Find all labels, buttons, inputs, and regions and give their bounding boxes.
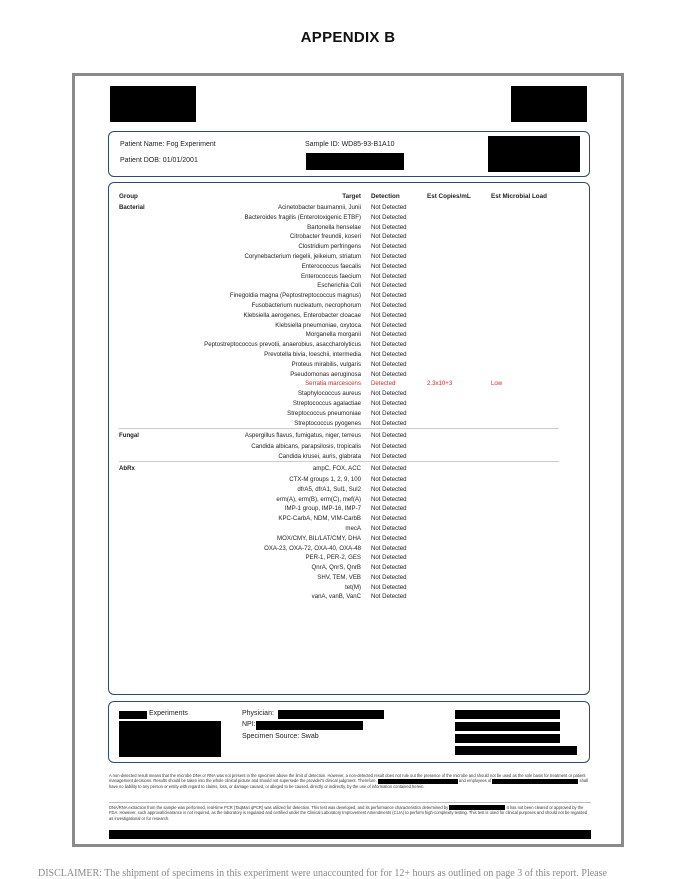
copies-cell (427, 262, 491, 272)
group-cell (119, 553, 163, 563)
detection-cell: Not Detected (371, 495, 407, 503)
table-row (119, 583, 559, 593)
group-cell (119, 544, 163, 554)
copies-cell (427, 291, 491, 301)
detection-cell: Not Detected (371, 301, 407, 309)
detection-cell: Detected (371, 380, 396, 388)
load-cell (491, 389, 559, 399)
copies-cell (427, 272, 491, 282)
copies-cell (427, 321, 491, 331)
target-cell: Candida krusei, auris, glabrata (278, 452, 361, 460)
load-cell (491, 370, 559, 380)
group-cell (119, 301, 163, 311)
group-cell: Bacterial (119, 204, 145, 211)
load-cell (491, 504, 559, 514)
group-cell (119, 242, 163, 252)
load-cell (491, 232, 559, 242)
load-cell (491, 514, 559, 524)
redacted-lab-line-1 (455, 710, 560, 719)
group-cell (119, 252, 163, 262)
copies-cell (427, 495, 491, 505)
copies-cell (427, 514, 491, 524)
group-cell (119, 583, 163, 593)
target-cell: Pseudomonas aeruginosa (290, 370, 361, 378)
load-cell (491, 301, 559, 311)
group-cell (119, 399, 163, 409)
copies-cell (427, 223, 491, 233)
load-cell (491, 340, 559, 350)
target-cell: Staphylococcus aureus (297, 390, 361, 398)
group-cell (119, 321, 163, 331)
detection-cell: Not Detected (371, 583, 407, 591)
group-cell (119, 563, 163, 573)
table-row (119, 504, 559, 514)
copies-cell (427, 504, 491, 514)
target-cell: MOX/CMY, BIL/LAT/CMY, DHA (277, 534, 361, 542)
table-row (119, 485, 559, 495)
group-cell (119, 592, 163, 602)
table-row (119, 203, 559, 213)
table-row (119, 379, 559, 389)
copies-cell (427, 213, 491, 223)
copies-cell (427, 544, 491, 554)
table-row (119, 223, 559, 233)
target-cell: ampC, FOX, ACC (163, 462, 371, 475)
table-row (119, 495, 559, 505)
group-cell (119, 360, 163, 370)
detection-cell: Not Detected (371, 252, 407, 260)
redacted-lab-line-3 (455, 734, 560, 743)
detection-cell: Not Detected (371, 462, 427, 475)
target-cell: Citrobacter freundii, koseri (289, 233, 361, 241)
target-cell: Prevotella bivia, loeschii, intermedia (264, 350, 361, 358)
target-cell: OXA-23, OXA-72, OXA-40, OXA-48 (264, 544, 361, 552)
target-cell: Morganella morganii (305, 331, 361, 339)
load-cell (491, 409, 559, 419)
detection-cell: Not Detected (371, 593, 407, 601)
target-cell: mecA (345, 524, 361, 532)
group-cell (119, 350, 163, 360)
copies-cell (427, 409, 491, 419)
table-row (119, 350, 559, 360)
table-row (119, 534, 559, 544)
target-cell: erm(A), erm(B), erm(C), mef(A) (276, 495, 361, 503)
group-cell (119, 389, 163, 399)
group-cell (119, 213, 163, 223)
load-cell (491, 203, 559, 213)
load-cell (491, 452, 559, 462)
target-cell: KPC-CarbA, NDM, VIM-CarbB (278, 515, 361, 523)
header-load: Est Microbial Load (491, 193, 547, 201)
group-cell: Fungal (119, 429, 163, 442)
copies-cell (427, 583, 491, 593)
target-cell: Serratia marcescens (305, 380, 361, 388)
copies-cell (427, 524, 491, 534)
load-cell (491, 573, 559, 583)
group-cell (119, 232, 163, 242)
copies-cell (427, 242, 491, 252)
table-row (119, 544, 559, 554)
redacted-field (306, 153, 404, 170)
table-row (119, 573, 559, 583)
redacted-barcode (488, 136, 580, 172)
detection-cell: Not Detected (371, 213, 407, 221)
table-row (119, 262, 559, 272)
report-page (72, 73, 624, 847)
copies-cell (427, 485, 491, 495)
table-row (119, 360, 559, 370)
provider-box (108, 701, 590, 763)
target-cell: dfrA5, dfrA1, Sul1, Sul2 (297, 485, 361, 493)
footnote-liability-c: shall have no liability to any person or entity with regard to claims, loss, or damage caused, or alleged to be caused, directly or indirectly, by the use of information contained herein. (109, 778, 588, 789)
table-row (119, 452, 559, 462)
group-cell (119, 340, 163, 350)
load-cell (491, 252, 559, 262)
page-title: APPENDIX B (300, 29, 396, 46)
load-cell (491, 544, 559, 554)
redacted-logo-right (511, 86, 587, 122)
detection-cell: Not Detected (371, 544, 407, 552)
target-cell: PER-1, PER-2, GES (305, 554, 361, 562)
results-header-row (119, 191, 559, 203)
copies-cell (427, 419, 491, 429)
load-cell (491, 524, 559, 534)
table-row (119, 321, 559, 331)
load-cell (491, 583, 559, 593)
group-cell (119, 495, 163, 505)
redacted-address (119, 721, 221, 757)
copies-cell (427, 429, 491, 442)
patient-dob: Patient DOB: 01/01/2001 (120, 157, 198, 164)
detection-cell: Not Detected (371, 350, 407, 358)
detection-cell: Not Detected (371, 485, 407, 493)
target-cell: Fusobacterium nucleatum, necrophorum (251, 301, 361, 309)
load-cell (491, 442, 559, 452)
footnote-divider (109, 802, 591, 803)
group-cell (119, 419, 163, 429)
detection-cell: Not Detected (371, 505, 407, 513)
detection-cell: Not Detected (371, 534, 407, 542)
table-row (119, 442, 559, 452)
detection-cell: Not Detected (371, 475, 407, 483)
table-row (119, 462, 559, 475)
load-cell (491, 291, 559, 301)
copies-cell (427, 553, 491, 563)
target-cell: IMP-1 group, IMP-16, IMP-7 (284, 505, 361, 513)
copies-cell (427, 462, 491, 475)
table-row (119, 252, 559, 262)
target-cell: Finegoldia magna (Peptostreptococcus magnus) (229, 292, 361, 300)
target-cell: Proteus mirabilis, vulgaris (291, 360, 361, 368)
group-cell (119, 223, 163, 233)
copies-cell (427, 281, 491, 291)
target-cell: Aspergillus flavus, fumigatus, niger, terreus (163, 429, 371, 442)
detection-cell: Not Detected (371, 292, 407, 300)
copies-cell (427, 563, 491, 573)
load-cell (491, 281, 559, 291)
table-row (119, 399, 559, 409)
table-row (119, 409, 559, 419)
table-row (119, 330, 559, 340)
target-cell: Streptococcus pyogenes (294, 419, 361, 427)
table-row (119, 514, 559, 524)
copies-cell (427, 252, 491, 262)
target-cell: Candida albicans, parapsilosis, tropicalis (251, 442, 361, 450)
load-cell (491, 242, 559, 252)
copies-cell (427, 370, 491, 380)
disclaimer: DISCLAIMER: The shipment of specimens in this experiment were unaccounted for for 12+ hours as outlined on page 3 of this report. Please (38, 868, 607, 879)
sample-id: Sample ID: WD85-93-B1A10 (305, 141, 395, 148)
target-cell: Streptococcus pneumoniae (287, 409, 361, 417)
load-cell (491, 330, 559, 340)
group-cell (119, 514, 163, 524)
load-cell (491, 360, 559, 370)
target-cell: Escherichia Coli (317, 282, 361, 290)
load-cell (491, 429, 559, 442)
load-cell (491, 262, 559, 272)
footnote-method-a: DNA/RNA extraction from the sample was performed, real-time PCR (TaqMan qPCR) was utilized for detection. This test was developed, and its performance characteristics determined by (109, 805, 449, 810)
group-cell (119, 281, 163, 291)
detection-cell: Not Detected (371, 524, 407, 532)
load-cell (491, 462, 559, 475)
physician-label: Physician: (242, 710, 274, 717)
footnote-method-b: It has not been cleared or approved by the FDA. However, such approval/clearance is not required, as the laboratory is regulated and certified under the Clinical Laboratory Improvement Amendments (CLIA) to perform high-complexity testing. This test is used for clinical purposes and should not be regarded as investigational or for research. (109, 805, 588, 821)
copies-cell (427, 203, 491, 213)
header-copies: Est Copies/mL (427, 193, 471, 201)
detection-cell: Not Detected (371, 360, 407, 368)
target-cell: Peptostreptococcus prevotii, anaerobius, asaccharolyticus (204, 341, 361, 349)
target-cell: Klebsiella pneumoniae, oxytoca (275, 321, 361, 329)
redacted-physician (278, 710, 384, 719)
header-group: Group (119, 193, 138, 201)
detection-cell: Not Detected (371, 554, 407, 562)
load-cell (491, 553, 559, 563)
copies-cell (427, 232, 491, 242)
target-cell: Enterococcus faecium (301, 272, 361, 280)
target-cell: vanA, vanB, VanC (311, 593, 361, 601)
copies-cell (427, 340, 491, 350)
table-row (119, 232, 559, 242)
table-row (119, 340, 559, 350)
table-row (119, 213, 559, 223)
load-cell (491, 485, 559, 495)
detection-cell: Not Detected (371, 390, 407, 398)
table-row (119, 553, 559, 563)
load-cell (491, 321, 559, 331)
load-cell (491, 213, 559, 223)
table-row (119, 419, 559, 429)
target-cell: Corynebacterium riegelii, jeikeium, striatum (244, 252, 361, 260)
load-cell (491, 475, 559, 485)
copies-cell (427, 452, 491, 462)
detection-cell: Not Detected (371, 564, 407, 572)
detection-cell: Not Detected (371, 331, 407, 339)
target-cell: tet(M) (345, 583, 361, 591)
detection-cell: Not Detected (371, 311, 407, 319)
detection-cell: Not Detected (371, 223, 407, 231)
detection-cell: Not Detected (371, 429, 427, 442)
org-name: Experiments (149, 710, 188, 717)
results-box (108, 182, 590, 695)
copies-cell (427, 330, 491, 340)
detection-cell: Not Detected (371, 409, 407, 417)
copies-cell (427, 475, 491, 485)
footnote-method (109, 805, 589, 821)
table-row (119, 389, 559, 399)
group-cell: AbRx (119, 462, 163, 475)
table-row (119, 281, 559, 291)
target-cell: CTX-M groups 1, 2, 9, 100 (289, 475, 361, 483)
group-cell (119, 485, 163, 495)
table-row (119, 301, 559, 311)
detection-cell: Not Detected (371, 419, 407, 427)
table-row (119, 311, 559, 321)
redacted-inline (492, 779, 578, 784)
copies-cell (427, 301, 491, 311)
group-cell (119, 573, 163, 583)
detection-cell: Not Detected (371, 204, 407, 211)
load-cell (491, 495, 559, 505)
detection-cell: Not Detected (371, 452, 407, 460)
load-cell (491, 223, 559, 233)
detection-cell: Not Detected (371, 370, 407, 378)
copies-cell (427, 534, 491, 544)
header-detection: Detection (371, 193, 400, 201)
detection-cell: Not Detected (371, 515, 407, 523)
copies-cell (427, 399, 491, 409)
detection-cell: Not Detected (371, 262, 407, 270)
table-row (119, 524, 559, 534)
target-cell: Enterococcus faecalis (301, 262, 361, 270)
table-row (119, 592, 559, 602)
redacted-lab-line-2 (455, 722, 560, 731)
redacted-logo-left (110, 86, 196, 122)
group-cell (119, 291, 163, 301)
copies-cell (427, 442, 491, 452)
copies-cell (427, 389, 491, 399)
load-cell (491, 311, 559, 321)
load-cell (491, 592, 559, 602)
results-table (119, 191, 559, 602)
redacted-lab-line-4 (455, 746, 577, 755)
copies-cell: 2.3x10+3 (427, 380, 453, 388)
group-cell (119, 442, 163, 452)
redacted-org-prefix (119, 711, 147, 719)
detection-cell: Not Detected (371, 399, 407, 407)
load-cell (491, 399, 559, 409)
detection-cell: Not Detected (371, 282, 407, 290)
group-cell (119, 504, 163, 514)
footnote-liability-b: and employees of (458, 778, 492, 784)
group-cell (119, 452, 163, 462)
table-row (119, 242, 559, 252)
target-cell: Bacteroides fragilis (Enterotoxigenic ETBF) (244, 213, 361, 221)
copies-cell (427, 360, 491, 370)
group-cell (119, 370, 163, 380)
group-cell (119, 475, 163, 485)
target-cell: Streptococcus agalactiae (292, 399, 361, 407)
target-cell: SHV, TEM, VEB (317, 573, 361, 581)
table-row (119, 291, 559, 301)
copies-cell (427, 311, 491, 321)
group-cell (119, 311, 163, 321)
group-cell (119, 330, 163, 340)
copies-cell (427, 573, 491, 583)
redacted-npi (256, 721, 363, 730)
patient-name: Patient Name: Fog Experiment (120, 141, 216, 148)
load-cell (491, 534, 559, 544)
detection-cell: Not Detected (371, 272, 407, 280)
table-row (119, 429, 559, 442)
group-cell (119, 262, 163, 272)
redacted-footer-bar (109, 830, 591, 839)
detection-cell: Not Detected (371, 442, 407, 450)
table-row (119, 370, 559, 380)
patient-info-box (108, 131, 590, 177)
footnote-liability-a: A non-detected result means that the microbe DNA or RNA was not present in the specimen above the limit of detection. However, a non-detected result does not rule out the presence of the microbe and should not be used as the sole basis for treatment or patient management decisions. Results should be taken into the whole clinical picture and should not supersede the provider's clinical judgment. Therefore, (109, 773, 586, 784)
load-cell (491, 272, 559, 282)
load-cell (491, 419, 559, 429)
detection-cell: Not Detected (371, 243, 407, 251)
target-cell: Klebsiella aerogenes, Enterobacter cloacae (243, 311, 361, 319)
group-cell (119, 409, 163, 419)
group-cell (119, 524, 163, 534)
group-cell (119, 379, 163, 389)
header-target: Target (342, 193, 361, 201)
table-row (119, 563, 559, 573)
table-row (119, 475, 559, 485)
footnote-liability (109, 773, 589, 789)
load-cell (491, 563, 559, 573)
copies-cell (427, 592, 491, 602)
specimen-source: Specimen Source: Swab (242, 733, 319, 740)
group-cell (119, 534, 163, 544)
detection-cell: Not Detected (371, 233, 407, 241)
target-cell: Clostridium perfringens (298, 243, 361, 251)
load-cell (491, 350, 559, 360)
detection-cell: Not Detected (371, 573, 407, 581)
target-cell: QnrA, QnrS, QnrB (311, 564, 361, 572)
copies-cell (427, 350, 491, 360)
target-cell: Bartonella henselae (307, 223, 361, 231)
target-cell: Acinetobacter baumannii, Junii (278, 204, 361, 211)
detection-cell: Not Detected (371, 341, 407, 349)
table-row (119, 272, 559, 282)
load-cell: Low (491, 380, 503, 388)
group-cell (119, 272, 163, 282)
detection-cell: Not Detected (371, 321, 407, 329)
npi-label: NPI: (242, 721, 256, 728)
